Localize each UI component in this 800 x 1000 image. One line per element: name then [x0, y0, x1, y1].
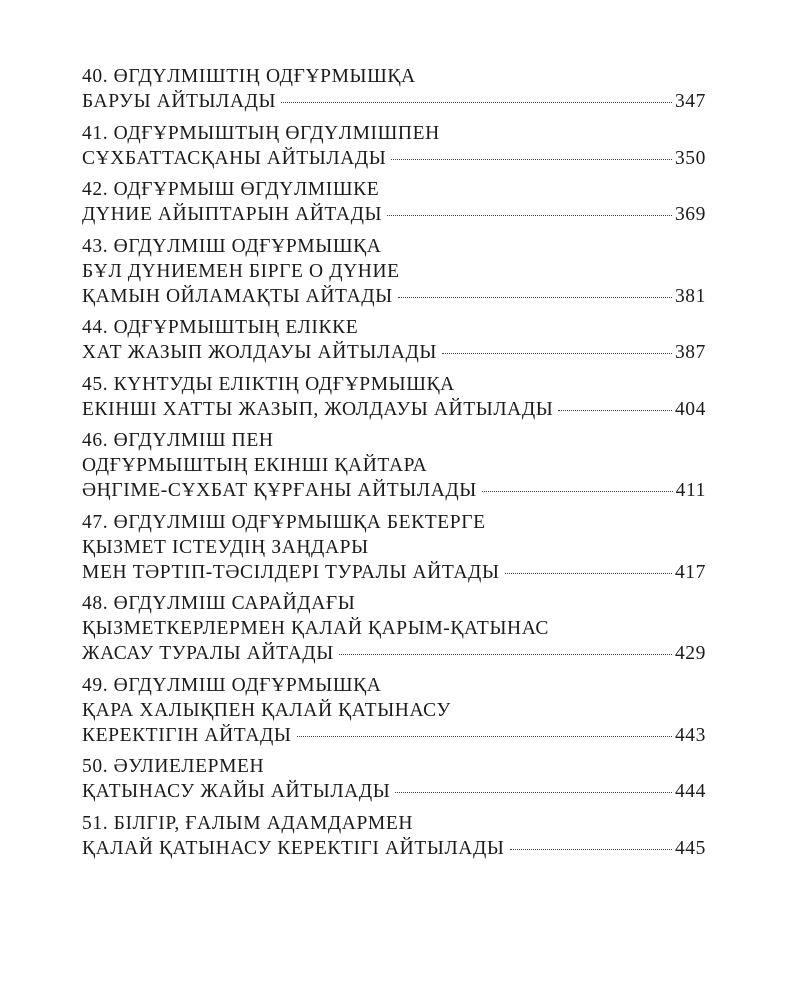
toc-entry[interactable] — [82, 510, 706, 585]
dot-leader — [482, 491, 673, 492]
toc-page-number: 381 — [674, 285, 706, 307]
toc-line — [82, 64, 706, 89]
toc-page-number: 347 — [674, 91, 706, 112]
dot-leader — [387, 215, 672, 216]
dot-leader — [558, 410, 672, 411]
toc-entry[interactable] — [82, 428, 706, 503]
toc-entry-title-line: МЕН ТӘРТІП-ТӘСІЛДЕРІ ТУРАЛЫ АЙТАДЫ — [82, 561, 500, 583]
dot-leader — [398, 297, 672, 298]
toc-entry[interactable] — [82, 372, 706, 422]
toc-entry-title-line: ҚЫЗМЕТ ІСТЕУДІҢ ЗАҢДАРЫ — [82, 536, 369, 558]
toc-entry-title-line: 46. ӨГДҮЛМІШ ПЕН — [82, 430, 274, 451]
toc-entry-title-line: 44. ОДҒҰРМЫШТЫҢ ЕЛІККЕ — [82, 317, 359, 338]
toc-page-number: 350 — [674, 147, 706, 169]
toc-line — [82, 177, 706, 202]
toc-page-number: 444 — [674, 781, 706, 802]
toc-entry[interactable] — [82, 315, 706, 365]
toc-entry[interactable] — [82, 121, 706, 171]
toc-entry-title-line: СҰХБАТТАСҚАНЫ АЙТЫЛАДЫ — [82, 147, 387, 169]
toc-line-last — [82, 560, 706, 585]
toc-line — [82, 234, 706, 259]
toc-entry-title-line: ОДҒҰРМЫШТЫҢ ЕКІНШІ ҚАЙТАРА — [82, 455, 428, 476]
toc-line-last — [82, 478, 706, 503]
dot-leader — [391, 159, 672, 160]
toc-entry-title-line: 45. КҮНТУДЫ ЕЛІКТІҢ ОДҒҰРМЫШҚА — [82, 373, 455, 395]
toc-entry-title-line: 41. ОДҒҰРМЫШТЫҢ ӨГДҮЛМІШПЕН — [82, 122, 440, 144]
toc-entry-title-line: 47. ӨГДҮЛМІШ ОДҒҰРМЫШҚА БЕКТЕРГЕ — [82, 511, 486, 533]
table-of-contents — [82, 64, 706, 867]
toc-line-last — [82, 779, 706, 804]
toc-entry-title-line: ҚАТЫНАСУ ЖАЙЫ АЙТЫЛАДЫ — [82, 781, 391, 802]
toc-line — [82, 259, 706, 284]
toc-entry-title-line: ҚЫЗМЕТКЕРЛЕРМЕН ҚАЛАЙ ҚАРЫМ-ҚАТЫНАС — [82, 618, 550, 639]
toc-page-number: 411 — [675, 480, 706, 501]
toc-entry-title-line: ЖАСАУ ТУРАЛЫ АЙТАДЫ — [82, 643, 334, 664]
toc-line — [82, 121, 706, 146]
toc-line — [82, 315, 706, 340]
toc-entry[interactable] — [82, 177, 706, 227]
toc-line-last — [82, 641, 706, 666]
toc-line — [82, 591, 706, 616]
toc-line-last — [82, 89, 706, 114]
toc-page-number: 445 — [674, 837, 706, 859]
toc-line — [82, 673, 706, 698]
toc-entry-title-line: ҚАЛАЙ ҚАТЫНАСУ КЕРЕКТІГІ АЙТЫЛАДЫ — [82, 837, 505, 859]
toc-page-number: 443 — [674, 724, 706, 746]
toc-entry[interactable] — [82, 811, 706, 861]
toc-line-last — [82, 397, 706, 422]
toc-entry[interactable] — [82, 754, 706, 804]
dot-leader — [339, 654, 672, 655]
toc-line — [82, 510, 706, 535]
toc-line-last — [82, 146, 706, 171]
toc-line — [82, 616, 706, 641]
toc-page-number: 387 — [674, 342, 706, 363]
toc-line — [82, 811, 706, 836]
toc-entry-title-line: 43. ӨГДҮЛМІШ ОДҒҰРМЫШҚА — [82, 235, 382, 257]
toc-entry[interactable] — [82, 64, 706, 114]
dot-leader — [510, 849, 672, 850]
dot-leader — [297, 736, 672, 737]
toc-line — [82, 428, 706, 453]
dot-leader — [505, 573, 672, 574]
toc-line-last — [82, 836, 706, 861]
toc-page-number: 417 — [674, 561, 706, 583]
toc-entry[interactable] — [82, 234, 706, 309]
dot-leader — [395, 792, 672, 793]
toc-entry[interactable] — [82, 673, 706, 748]
toc-line-last — [82, 284, 706, 309]
toc-entry-title-line: БАРУЫ АЙТЫЛАДЫ — [82, 91, 277, 112]
toc-entry-title-line: 42. ОДҒҰРМЫШ ӨГДҮЛМІШКЕ — [82, 179, 380, 200]
toc-entry-title-line: 48. ӨГДҮЛМІШ САРАЙДАҒЫ — [82, 593, 356, 614]
toc-line — [82, 372, 706, 397]
toc-entry-title-line: КЕРЕКТІГІН АЙТАДЫ — [82, 724, 292, 746]
toc-entry-title-line: ДҮНИЕ АЙЫПТАРЫН АЙТАДЫ — [82, 204, 383, 225]
toc-entry-title-line: 50. ӘУЛИЕЛЕРМЕН — [82, 756, 265, 777]
toc-line-last — [82, 723, 706, 748]
toc-line — [82, 453, 706, 478]
toc-entry[interactable] — [82, 591, 706, 666]
toc-entry-title-line: 49. ӨГДҮЛМІШ ОДҒҰРМЫШҚА — [82, 674, 382, 696]
toc-line — [82, 698, 706, 723]
toc-page-number: 369 — [674, 204, 706, 225]
toc-line-last — [82, 202, 706, 227]
toc-line-last — [82, 340, 706, 365]
dot-leader — [442, 353, 672, 354]
toc-entry-title-line: 40. ӨГДҮЛМІШТІҢ ОДҒҰРМЫШҚА — [82, 66, 416, 87]
toc-entry-title-line: ӘҢГІМЕ-СҰХБАТ ҚҰРҒАНЫ АЙТЫЛАДЫ — [82, 480, 477, 501]
toc-entry-title-line: 51. БІЛГІР, ҒАЛЫМ АДАМДАРМЕН — [82, 812, 414, 834]
toc-entry-title-line: ЕКІНШІ ХАТТЫ ЖАЗЫП, ЖОЛДАУЫ АЙТЫЛАДЫ — [82, 398, 554, 420]
toc-line — [82, 535, 706, 560]
toc-page-number: 404 — [674, 398, 706, 420]
dot-leader — [281, 102, 672, 103]
toc-line — [82, 754, 706, 779]
toc-entry-title-line: ҚАМЫН ОЙЛАМАҚТЫ АЙТАДЫ — [82, 285, 393, 307]
toc-entry-title-line: БҰЛ ДҮНИЕМЕН БІРГЕ О ДҮНИЕ — [82, 260, 400, 282]
toc-entry-title-line: ХАТ ЖАЗЫП ЖОЛДАУЫ АЙТЫЛАДЫ — [82, 342, 438, 363]
toc-page-number: 429 — [674, 643, 706, 664]
toc-entry-title-line: ҚАРА ХАЛЫҚПЕН ҚАЛАЙ ҚАТЫНАСУ — [82, 699, 451, 721]
